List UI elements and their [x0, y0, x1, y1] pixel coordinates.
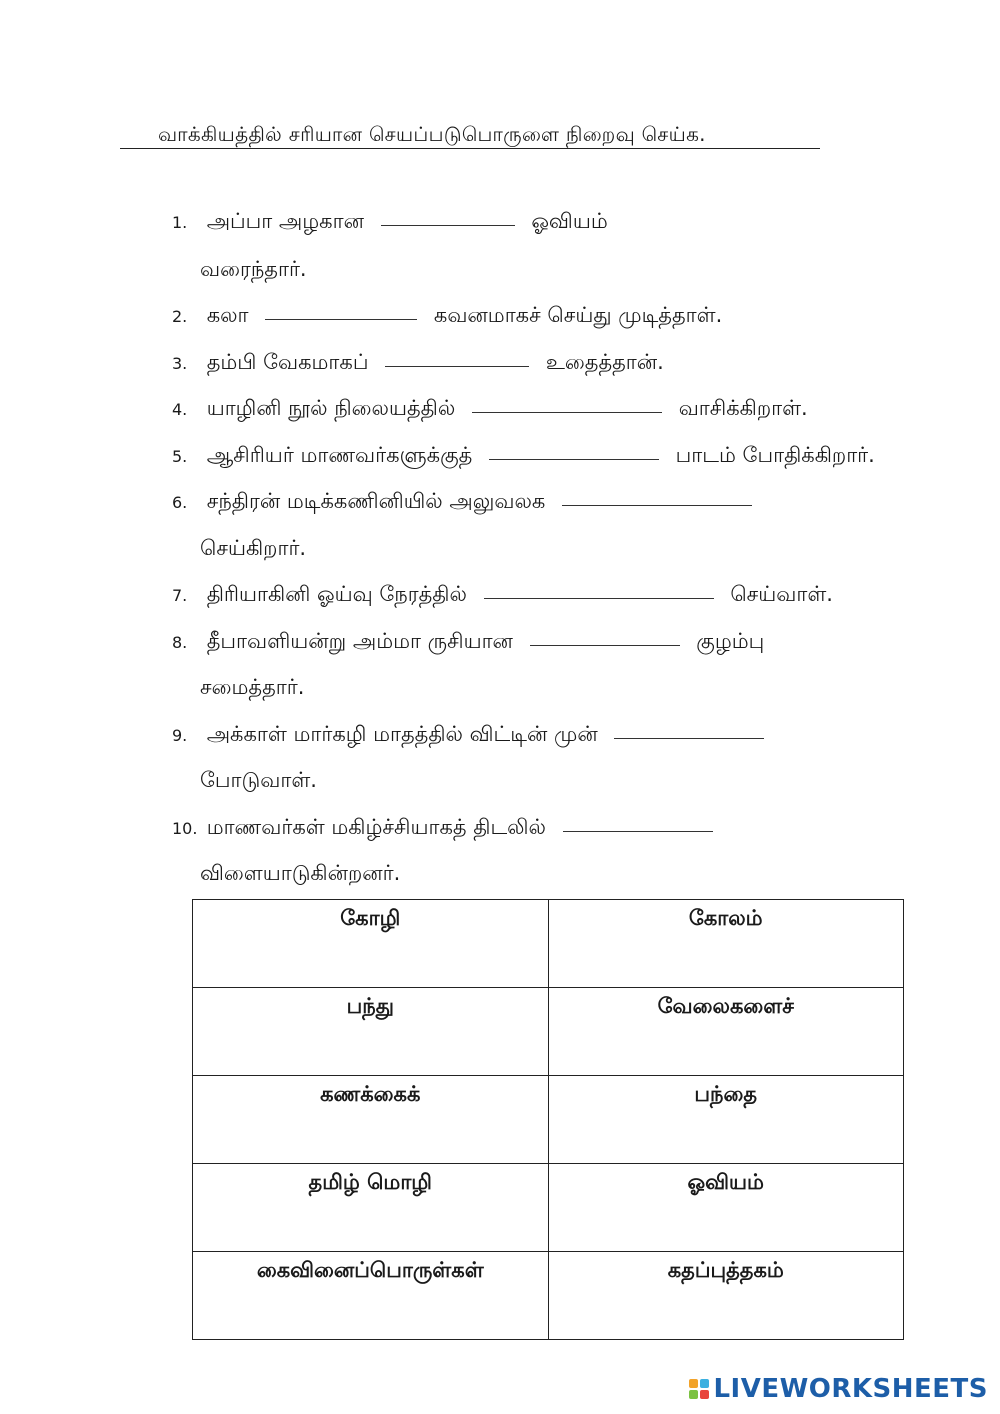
answer-blank-8[interactable] [530, 644, 680, 646]
question-text-before: தீபாவளியன்று அம்மா ருசியான [206, 629, 513, 653]
question-text-after: கவனமாகச் செய்து முடித்தாள். [433, 303, 723, 327]
question-text-before: கலா [206, 303, 249, 327]
question-1 [172, 206, 608, 238]
answer-blank-7[interactable] [484, 597, 714, 599]
question-text-before: தம்பி வேகமாகப் [206, 350, 369, 374]
worksheet-title-text: வாக்கியத்தில் சரியான செயப்படுபொருளை நிறைவு செய்க. [158, 122, 706, 146]
answer-blank-5[interactable] [489, 458, 659, 460]
word-cell: பந்து [193, 988, 549, 1076]
question-6-continuation: செய்கிறார். [200, 536, 307, 560]
question-number: 8. [172, 633, 188, 652]
answer-blank-6[interactable] [562, 504, 752, 506]
question-text-before: ஆசிரியர் மாணவர்களுக்குத் [206, 443, 473, 467]
question-number: 6. [172, 493, 188, 512]
worksheet-title [120, 120, 820, 149]
question-8-continuation: சமைத்தார். [200, 675, 305, 699]
word-cell: கோலம் [548, 900, 904, 988]
word-cell: வேலைகளைச் [548, 988, 904, 1076]
question-6 [172, 486, 762, 518]
question-1-continuation: வரைந்தார். [200, 257, 307, 281]
question-number: 5. [172, 447, 188, 466]
question-number: 7. [172, 586, 188, 605]
answer-blank-4[interactable] [472, 411, 662, 413]
answer-blank-10[interactable] [563, 830, 713, 832]
question-9-continuation: போடுவாள். [200, 768, 317, 792]
question-number: 10. [172, 819, 198, 838]
question-8 [172, 626, 764, 658]
question-text-after: வாசிக்கிறாள். [678, 396, 808, 420]
answer-blank-1[interactable] [381, 224, 515, 226]
question-number: 2. [172, 307, 188, 326]
question-text-after: ஓவியம் [531, 209, 608, 233]
question-text-before: மாணவர்கள் மகிழ்ச்சியாகத் திடலில் [206, 815, 546, 839]
question-text-after: பாடம் போதிக்கிறார். [675, 443, 875, 467]
logo-square [689, 1390, 698, 1399]
answer-blank-9[interactable] [614, 737, 764, 739]
question-text-before: சந்திரன் மடிக்கணினியில் அலுவலக [206, 489, 546, 513]
word-cell: கதப்புத்தகம் [548, 1252, 904, 1340]
question-number: 9. [172, 726, 188, 745]
word-cell: கோழி [193, 900, 549, 988]
question-9 [172, 719, 774, 751]
logo-squares-icon [689, 1379, 709, 1399]
question-7 [172, 579, 833, 611]
logo-square [689, 1379, 698, 1388]
table-row [193, 1164, 904, 1252]
table-row [193, 1076, 904, 1164]
table-row [193, 988, 904, 1076]
word-cell: தமிழ் மொழி [193, 1164, 549, 1252]
word-bank-table [192, 899, 904, 1340]
question-text-after: உதைத்தான். [545, 350, 664, 374]
table-row [193, 1252, 904, 1340]
question-10-continuation: விளையாடுகின்றனர். [200, 861, 401, 885]
question-5 [172, 440, 875, 472]
question-number: 3. [172, 354, 188, 373]
table-row [193, 900, 904, 988]
brand-name: LIVEWORKSHEETS [713, 1374, 988, 1404]
question-number: 4. [172, 400, 188, 419]
question-text-before: திரியாகினி ஓய்வு நேரத்தில் [206, 582, 467, 606]
liveworksheets-logo [689, 1374, 988, 1404]
question-text-after: செய்வாள். [730, 582, 833, 606]
answer-blank-3[interactable] [385, 365, 529, 367]
question-3 [172, 347, 664, 379]
logo-square [700, 1379, 709, 1388]
question-text-before: அக்காள் மார்கழி மாதத்தில் விட்டின் முன் [206, 722, 598, 746]
logo-square [700, 1390, 709, 1399]
question-4 [172, 393, 808, 425]
word-cell: கணக்கைக் [193, 1076, 549, 1164]
word-cell: ஓவியம் [548, 1164, 904, 1252]
question-2 [172, 300, 722, 332]
question-10 [172, 812, 723, 844]
word-cell: கைவினைப்பொருள்கள் [193, 1252, 549, 1340]
question-text-after: குழம்பு [696, 629, 765, 653]
word-cell: பந்தை [548, 1076, 904, 1164]
question-text-before: அப்பா அழகான [206, 209, 364, 233]
question-number: 1. [172, 213, 188, 232]
answer-blank-2[interactable] [265, 318, 417, 320]
question-text-before: யாழினி நூல் நிலையத்தில் [206, 396, 456, 420]
